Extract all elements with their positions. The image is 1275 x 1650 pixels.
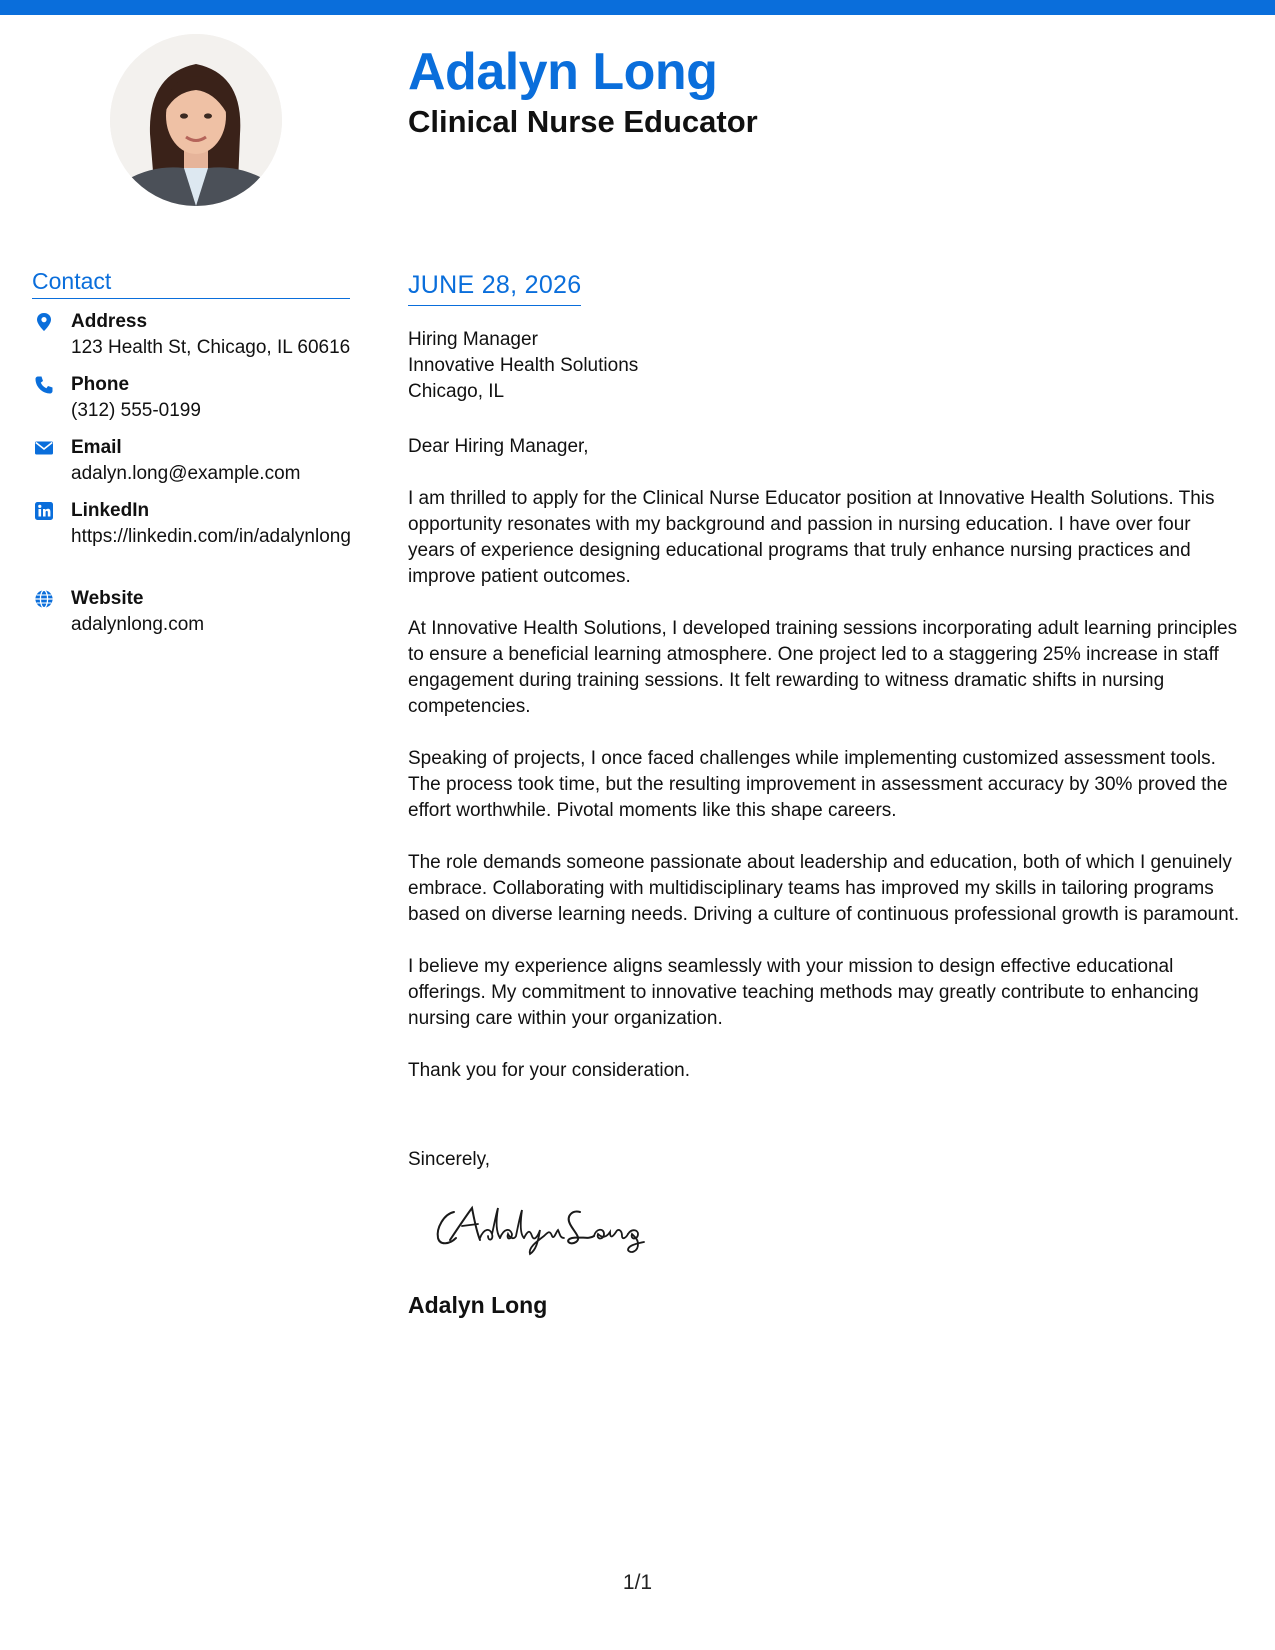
letter-body bbox=[408, 434, 1240, 1110]
contact-value: 123 Health St, Chicago, IL 60616 bbox=[71, 337, 351, 358]
profile-photo bbox=[110, 34, 282, 206]
contact-label: Website bbox=[71, 588, 144, 609]
letter-paragraph: Thank you for your consideration. bbox=[408, 1060, 690, 1081]
letter-paragraph: At Innovative Health Solutions, I developed training sessions incorporating adult learning principles to ensure a beneficial learning atmosphere. One project led to a staggering 25% increase in staff engagement during training sessions. It felt rewarding to witness dramatic shifts in nursing competencies. bbox=[408, 618, 1238, 717]
letter-paragraph: Speaking of projects, I once faced challenges while implementing customized assessment tools. The process took time, but the resulting improvement in assessment accuracy by 30% proved the effort worthwhile. Pivotal moments like this shape careers. bbox=[408, 748, 1228, 821]
letter-paragraph: The role demands someone passionate about leadership and education, both of which I genuinely embrace. Collaborating with multidisciplinary teams has improved my skills in tailoring programs based on diverse learning needs. Driving a culture of continuous professional growth is paramount. bbox=[408, 852, 1240, 925]
signer-name: Adalyn Long bbox=[408, 1292, 548, 1318]
letter-paragraph: I believe my experience aligns seamlessly with your mission to design effective educational offerings. My commitment to innovative teaching methods may greatly contribute to enhancing nursing care within your organization. bbox=[408, 956, 1199, 1029]
salutation: Dear Hiring Manager, bbox=[408, 436, 589, 457]
letter-date: JUNE 28, 2026 bbox=[408, 268, 581, 306]
map-pin-icon bbox=[34, 312, 54, 332]
applicant-name: Adalyn Long bbox=[408, 43, 718, 101]
closing: Sincerely, bbox=[408, 1149, 491, 1170]
globe-icon bbox=[34, 589, 54, 609]
contact-label: Address bbox=[71, 311, 148, 332]
recipient-line: Hiring Manager bbox=[408, 329, 538, 350]
top-accent-bar bbox=[0, 0, 1275, 15]
envelope-icon bbox=[34, 438, 54, 458]
recipient-line: Chicago, IL bbox=[408, 381, 505, 402]
recipient-block bbox=[408, 327, 638, 405]
letter-paragraph: I am thrilled to apply for the Clinical Nurse Educator position at Innovative Health Solutions. This opportunity resonates with my background and passion in nursing education. I have over four years of experience designing educational programs that truly enhance nursing practices and improve patient outcomes. bbox=[408, 488, 1215, 587]
contact-label: Email bbox=[71, 437, 122, 458]
contact-value: adalyn.long@example.com bbox=[71, 463, 301, 484]
contact-value: (312) 555-0199 bbox=[71, 400, 201, 421]
contact-label: LinkedIn bbox=[71, 500, 150, 521]
portrait-image bbox=[110, 34, 282, 206]
page-number: 1/1 bbox=[622, 1571, 653, 1594]
contact-value[interactable]: adalynlong.com bbox=[71, 614, 205, 635]
recipient-line: Innovative Health Solutions bbox=[408, 355, 639, 376]
applicant-role: Clinical Nurse Educator bbox=[408, 104, 758, 139]
contact-value[interactable]: https://linkedin.com/in/adalynlong bbox=[71, 526, 351, 547]
linkedin-icon bbox=[34, 501, 54, 521]
signature-image bbox=[432, 1188, 662, 1258]
contact-label: Phone bbox=[71, 374, 130, 395]
phone-icon bbox=[34, 375, 54, 395]
contact-heading: Contact bbox=[32, 266, 350, 299]
